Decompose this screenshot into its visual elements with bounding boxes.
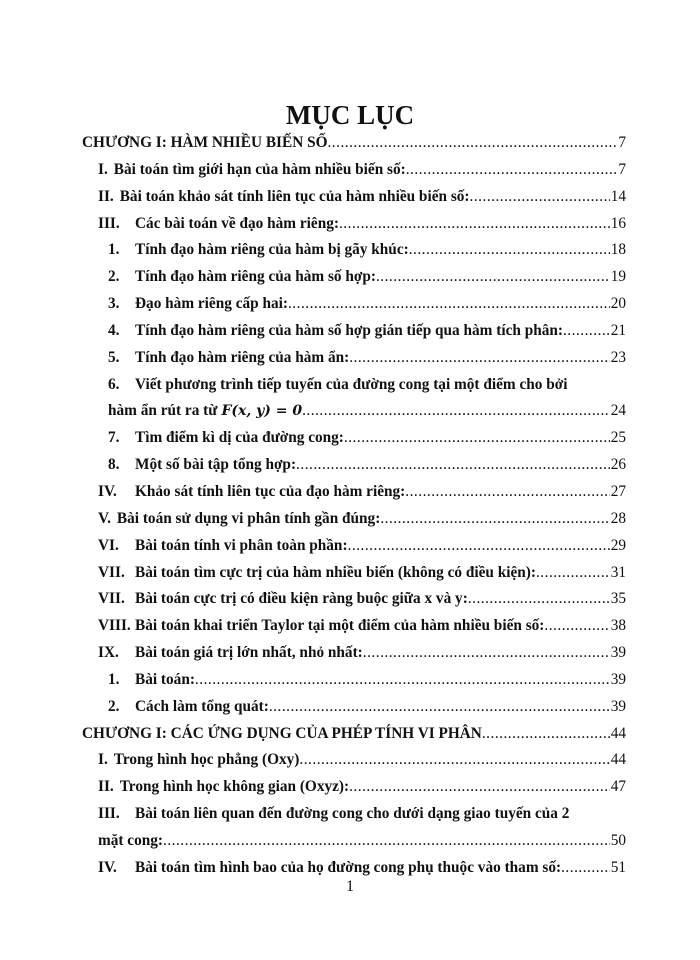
entry-title: Bài toán khảo sát tính liên tục của hàm nhiều biến số: [119, 187, 470, 205]
entry-title: Bài toán liên quan đến đường cong cho dưới dạng giao tuyến của 2 [135, 805, 570, 823]
dot-leader [296, 452, 610, 479]
entry-page-number: 31 [610, 563, 626, 581]
dot-leader [409, 237, 610, 264]
entry-title: CHƯƠNG I: HÀM NHIỀU BIẾN SỐ [82, 134, 328, 151]
entry-title: Đạo hàm riêng cấp hai: [135, 295, 288, 313]
entry-page-number: 25 [610, 429, 626, 447]
entry-title: Bài toán sử dụng vi phân tính gần đúng: [116, 509, 381, 527]
entry-page-number: 39 [610, 644, 626, 662]
entry-title-continued: hàm ẩn rút ra từ [108, 402, 218, 420]
entry-title: Viết phương trình tiếp tuyến của đường cong tại một điểm cho bởi [135, 375, 568, 393]
toc-entry[interactable] [0, 130, 700, 157]
toc-entry-line [98, 828, 626, 855]
entry-page-number: 24 [610, 402, 626, 420]
entry-page-number: 51 [610, 858, 626, 876]
entry-marker: VIII. [98, 617, 131, 635]
dot-leader [269, 694, 610, 721]
dot-leader [339, 211, 610, 238]
entry-marker: 6. [108, 375, 120, 393]
toc-entry[interactable] [0, 801, 700, 828]
entry-marker: 4. [108, 321, 120, 339]
toc-entry-line [82, 130, 626, 157]
entry-page-number: 7 [618, 160, 626, 178]
dot-leader [544, 613, 609, 640]
toc-entry[interactable] [0, 237, 700, 264]
entry-marker: VII. [98, 590, 125, 608]
entry-page-number: 23 [610, 348, 626, 366]
entry-title: Tính đạo hàm riêng của hàm ẩn: [135, 348, 350, 366]
entry-marker: I. [98, 160, 108, 178]
page-number: 1 [346, 878, 354, 895]
toc-entry-line [108, 372, 626, 399]
toc-entry-line [108, 667, 626, 694]
entry-marker: 3. [108, 295, 120, 313]
dot-leader [348, 533, 610, 560]
toc-entry-line [108, 452, 626, 479]
entry-marker: III. [98, 805, 120, 823]
entry-title: Tìm điểm kì dị của đường cong: [135, 429, 344, 447]
dot-leader [380, 506, 609, 533]
entry-marker: 5. [108, 348, 120, 366]
entry-marker: IV. [98, 858, 117, 876]
entry-page-number: 35 [610, 590, 626, 608]
dot-leader [363, 640, 610, 667]
entry-page-number: 14 [610, 187, 626, 205]
entry-marker: V. [98, 509, 111, 527]
entry-page-number: 50 [610, 831, 626, 849]
entry-title: Trong hình học phẳng (Oxy) [113, 751, 300, 769]
toc-entry-line [108, 318, 626, 345]
toc-entry[interactable] [0, 586, 700, 613]
entry-title: Bài toán tìm giới hạn của hàm nhiều biến số: [113, 160, 406, 178]
entry-page-number: 29 [610, 536, 626, 554]
entry-marker: IV. [98, 482, 117, 500]
entry-title: Các bài toán về đạo hàm riêng: [135, 214, 339, 232]
toc-entry[interactable] [0, 613, 700, 640]
entry-page-number: 27 [610, 482, 626, 500]
toc-entry-line [98, 211, 626, 238]
toc-entry-line [108, 264, 626, 291]
toc-entry[interactable] [0, 425, 700, 452]
toc-entry[interactable] [0, 533, 700, 560]
entry-title: Khảo sát tính liên tục của đạo hàm riêng: [135, 482, 406, 500]
toc-entry-line [98, 774, 626, 801]
toc-entry-line [108, 237, 626, 264]
toc-entry[interactable] [0, 157, 700, 184]
toc-entry[interactable] [0, 211, 700, 238]
toc-entry[interactable] [0, 721, 700, 748]
toc-entry[interactable] [0, 667, 700, 694]
dot-leader [406, 157, 618, 184]
entry-marker: III. [98, 214, 120, 232]
entry-page-number: 39 [610, 697, 626, 715]
entry-marker: 7. [108, 429, 120, 447]
entry-marker: II. [98, 778, 114, 796]
dot-leader [344, 425, 610, 452]
entry-title: Cách làm tổng quát: [135, 697, 269, 715]
entry-title: Bài toán tìm hình bao của họ đường cong phụ thuộc vào tham số: [135, 858, 562, 876]
toc-entry[interactable] [0, 747, 700, 774]
toc-entry[interactable] [0, 264, 700, 291]
entry-marker: VI. [98, 536, 119, 554]
toc-entry[interactable] [0, 640, 700, 667]
toc-entry-line [98, 560, 626, 587]
entry-page-number: 47 [610, 778, 626, 796]
dot-leader [536, 560, 610, 587]
entry-title: Bài toán tìm cực trị của hàm nhiều biến (không có điều kiện): [135, 563, 536, 581]
toc-entry-line [98, 506, 626, 533]
toc-entry-line [82, 721, 626, 748]
toc-entry[interactable] [0, 452, 700, 479]
toc-entry-line [108, 345, 626, 372]
dot-leader [468, 586, 610, 613]
table-of-contents [0, 130, 700, 882]
entry-title: Tính đạo hàm riêng của hàm bị gãy khúc: [135, 241, 409, 259]
toc-entry-line [98, 640, 626, 667]
entry-page-number: 26 [610, 456, 626, 474]
toc-entry-line [108, 425, 626, 452]
entry-page-number: 38 [610, 617, 626, 635]
entry-title: Trong hình học không gian (Oxyz): [119, 778, 350, 796]
dot-leader [327, 130, 617, 157]
toc-entry-line [108, 291, 626, 318]
toc-entry-line [98, 157, 626, 184]
toc-entry[interactable] [0, 372, 700, 399]
toc-entry-line [98, 613, 626, 640]
toc-entry-line [108, 694, 626, 721]
entry-math: F(x, y) = 0 [221, 403, 303, 420]
toc-entry-line [98, 533, 626, 560]
dot-leader [405, 479, 609, 506]
entry-page-number: 44 [610, 724, 626, 742]
toc-entry-continuation[interactable] [0, 828, 700, 855]
dot-leader [563, 318, 610, 345]
dot-leader [163, 828, 610, 855]
toc-entry[interactable] [0, 479, 700, 506]
entry-page-number: 28 [610, 509, 626, 527]
entry-page-number: 44 [610, 751, 626, 769]
entry-page-number: 7 [618, 134, 626, 151]
dot-leader [470, 184, 610, 211]
entry-marker: I. [98, 751, 108, 769]
toc-entry-line [98, 184, 626, 211]
dot-leader [302, 398, 610, 425]
toc-entry[interactable] [0, 560, 700, 587]
entry-title: Tính đạo hàm riêng của hàm số hợp gián tiếp qua hàm tích phân: [135, 321, 563, 339]
toc-entry-line [98, 747, 626, 774]
dot-leader [299, 747, 609, 774]
entry-page-number: 18 [610, 241, 626, 259]
entry-title: CHƯƠNG I: CÁC ỨNG DỤNG CỦA PHÉP TÍNH VI PHÂN [82, 724, 482, 742]
entry-title-continued: mặt cong: [98, 831, 163, 849]
entry-title: Bài toán cực trị có điều kiện ràng buộc giữa x và y: [135, 590, 468, 608]
dot-leader [349, 774, 610, 801]
toc-entry-continuation[interactable] [0, 398, 700, 425]
toc-title: MỤC LỤC [285, 100, 415, 130]
entry-page-number: 20 [610, 295, 626, 313]
entry-title: Một số bài tập tổng hợp: [135, 456, 297, 474]
entry-marker: VII. [98, 563, 125, 581]
entry-marker: 1. [108, 241, 120, 259]
dot-leader [482, 721, 610, 748]
entry-marker: 2. [108, 697, 120, 715]
toc-entry-line [98, 586, 626, 613]
toc-entry[interactable] [0, 318, 700, 345]
entry-page-number: 39 [610, 670, 626, 688]
toc-entry[interactable] [0, 694, 700, 721]
toc-entry[interactable] [0, 774, 700, 801]
dot-leader [288, 291, 610, 318]
entry-marker: II. [98, 187, 114, 205]
entry-marker: 8. [108, 456, 120, 474]
dot-leader [349, 345, 610, 372]
entry-marker: 1. [108, 670, 120, 688]
entry-title: Bài toán giá trị lớn nhất, nhỏ nhất: [135, 644, 363, 662]
entry-marker: 2. [108, 268, 120, 286]
entry-title: Tính đạo hàm riêng của hàm số hợp: [135, 268, 376, 286]
toc-entry-line [98, 801, 626, 828]
toc-entry[interactable] [0, 291, 700, 318]
toc-entry-line [108, 398, 626, 425]
toc-entry[interactable] [0, 506, 700, 533]
toc-entry-line [98, 479, 626, 506]
entry-title: Bài toán: [135, 670, 195, 688]
toc-entry[interactable] [0, 345, 700, 372]
toc-entry[interactable] [0, 184, 700, 211]
entry-page-number: 16 [610, 214, 626, 232]
entry-page-number: 21 [610, 321, 626, 339]
entry-marker: IX. [98, 644, 119, 662]
dot-leader [376, 264, 610, 291]
entry-title: Bài toán tính vi phân toàn phần: [135, 536, 348, 554]
entry-page-number: 19 [610, 268, 626, 286]
dot-leader [195, 667, 610, 694]
entry-title: Bài toán khai triển Taylor tại một điểm của hàm nhiều biến số: [135, 617, 545, 635]
